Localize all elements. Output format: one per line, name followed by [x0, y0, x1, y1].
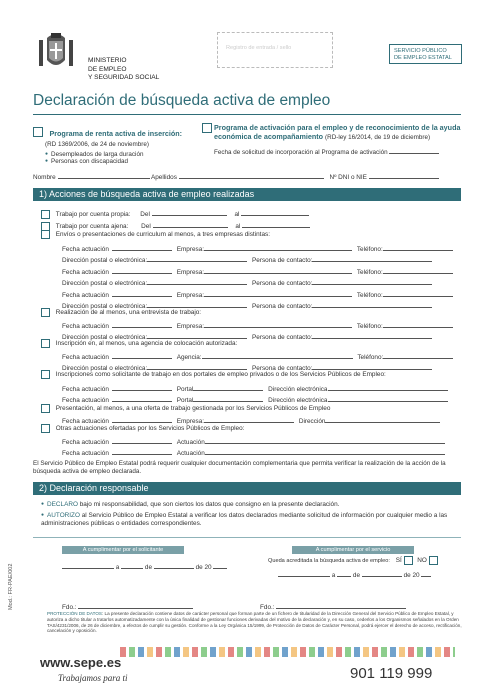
envio-1-row: Fecha actuación Empresa: Teléfono: [62, 242, 453, 253]
cuenta-propia-checkbox[interactable] [41, 210, 50, 219]
program-rai: Programa de renta activa de inserción: (RD 1369/2006, de 24 de noviembre) ● Desempleados de larga duración ● Personas con discapacidad [33, 123, 182, 165]
color-strip [120, 647, 455, 657]
service-signature-field[interactable] [276, 600, 406, 609]
applicant-date-row: a de de 20 [62, 560, 227, 571]
fecha-field[interactable] [112, 288, 172, 297]
direccion-field[interactable] [147, 330, 247, 339]
service-header: A cumplimentar por el servicio [292, 546, 414, 554]
title-rule [33, 114, 461, 115]
fecha-field[interactable] [112, 435, 172, 444]
propia-al-field[interactable] [241, 207, 309, 216]
actuacion-field[interactable] [205, 435, 445, 444]
otras-title-row: Otras actuaciones ofertadas por los Servicios Públicos de Empleo: [41, 424, 244, 433]
rai-checkbox[interactable] [33, 127, 43, 137]
year-field[interactable] [213, 560, 227, 569]
portal-url-field[interactable] [328, 393, 448, 402]
direccion-field[interactable] [325, 414, 440, 423]
entrevista-1-dir-row: Dirección postal o electrónica: Persona de contacto: [62, 330, 432, 341]
declaro-text: ● DECLARO bajo mi responsabilidad, que son ciertos los datos que consigno en la presente declaración. [41, 501, 461, 508]
place-field[interactable] [62, 560, 114, 569]
month-field[interactable] [154, 560, 194, 569]
section1-header: 1) Acciones de búsqueda activa de empleo realizadas [33, 188, 461, 201]
service-signature-row: Fdo.: [260, 600, 406, 611]
cuenta-propia-row: Trabajo por cuenta propia: Del al [41, 207, 309, 219]
phone-number: 901 119 999 [350, 665, 433, 682]
oferta-title-row: Presentación, al menos, a una oferta de trabajo gestionada por los Servicios Públicos de Empleo [41, 404, 330, 413]
apellidos-field[interactable] [179, 170, 324, 179]
fecha-field[interactable] [112, 414, 172, 423]
portales-title-row: Inscripciones como solicitante de trabajo en dos portales de empleo privados o de los Servicios Públicos de Empleo: [41, 370, 386, 379]
applicant-header: A cumplimentar por el solicitante [62, 546, 184, 554]
applicant-signature-row: Fdo.: [62, 600, 193, 611]
empresa-field[interactable] [204, 414, 294, 423]
registry-stamp-box: Registro de entrada / sello [217, 32, 333, 68]
portales-checkbox[interactable] [41, 370, 50, 379]
cuenta-ajena-row: Trabajo por cuenta ajena: Del al [41, 219, 310, 231]
day-field[interactable] [121, 560, 143, 569]
portal-field[interactable] [193, 382, 263, 391]
envio-3-row: Fecha actuación Empresa: Teléfono: [62, 288, 453, 299]
fecha-field[interactable] [112, 350, 172, 359]
telefono-field[interactable] [383, 319, 453, 328]
contacto-field[interactable] [312, 276, 432, 285]
direccion-field[interactable] [147, 276, 247, 285]
agencia-field[interactable] [202, 350, 353, 359]
program-pae: Programa de activación para el empleo y de reconocimiento de la ayuda económica de acompañamiento (RD-ley 16/2014, de 19 de diciembre) Fecha de solicitud de incorporación al Programa de activación [202, 123, 467, 156]
entrevista-checkbox[interactable] [41, 308, 50, 317]
actuacion-field[interactable] [205, 446, 445, 455]
si-checkbox[interactable] [404, 556, 413, 565]
agencia-1-row: Fecha actuación Agencia: Teléfono: [62, 350, 453, 361]
nombre-field[interactable] [58, 170, 150, 179]
otras-1-row: Fecha actuación Actuación [62, 435, 445, 446]
fecha-field[interactable] [112, 319, 172, 328]
entrevista-1-row: Fecha actuación Empresa: Teléfono: [62, 319, 453, 330]
portal-url-field[interactable] [328, 382, 448, 391]
contacto-field[interactable] [312, 330, 432, 339]
envio-2-dir-row: Dirección postal o electrónica: Persona de contacto: [62, 276, 432, 287]
direccion-field[interactable] [147, 299, 247, 308]
oferta-1-row: Fecha actuación Empresa: Dirección [62, 414, 440, 425]
oferta-checkbox[interactable] [41, 404, 50, 413]
portal-2-row: Fecha actuación Portal Dirección electrónica [62, 393, 448, 404]
telefono-field[interactable] [383, 350, 453, 359]
section2-rule [33, 537, 461, 538]
autorizo-text: ● AUTORIZO al Servicio Público de Empleo Estatal a verificar los datos declarados mediante solicitud de información por cualquier medio a las administraciones públicas o entidades correspondientes. [41, 511, 461, 529]
page-title: Declaración de búsqueda activa de empleo [33, 92, 331, 109]
empresa-field[interactable] [204, 265, 352, 274]
agencia-1-dir-row: Dirección postal o electrónica: Persona de contacto: [62, 361, 432, 372]
propia-del-field[interactable] [152, 207, 227, 216]
day-field[interactable] [337, 568, 351, 577]
pae-date-field[interactable] [389, 145, 439, 154]
coat-of-arms-icon [37, 30, 75, 74]
agencia-checkbox[interactable] [41, 339, 50, 348]
service-date-row: a de de 20 [278, 568, 431, 579]
applicant-signature-field[interactable] [78, 600, 193, 609]
fecha-field[interactable] [112, 382, 172, 391]
otras-2-row: Fecha actuación Actuación [62, 446, 445, 457]
contacto-field[interactable] [312, 253, 432, 262]
direccion-field[interactable] [147, 361, 247, 370]
envios-checkbox[interactable] [41, 230, 50, 239]
telefono-field[interactable] [383, 265, 453, 274]
contacto-field[interactable] [312, 361, 432, 370]
contacto-field[interactable] [312, 299, 432, 308]
section1-note: El Servicio Público de Empleo Estatal podrá requerir cualquier documentación complementaria que permita verificar la realización de la acción de la búsqueda activa de empleo declarada. [33, 460, 446, 475]
empresa-field[interactable] [204, 319, 352, 328]
entrevista-row: Realización de al menos, una entrevista de trabajo: [41, 308, 201, 317]
nie-field[interactable] [369, 170, 439, 179]
person-row: Nombre Apellidos Nº DNI o NIE [33, 170, 439, 181]
envios-row: Envíos o presentaciones de curriculum al menos, a tres empresas distintas: [41, 230, 270, 239]
month-field[interactable] [362, 568, 402, 577]
slogan: Trabajamos para ti [58, 673, 128, 683]
envio-3-dir-row: Dirección postal o electrónica: Persona de contacto: [62, 299, 432, 310]
empresa-field[interactable] [204, 242, 352, 251]
ajena-al-field[interactable] [242, 219, 310, 228]
fecha-field[interactable] [112, 446, 172, 455]
data-protection-text: PROTECCIÓN DE DATOS: La presente declaración contiene datos de carácter personal que forman parte de un fichero de titularidad de la Dirección General del Servicio Público de Empleo Estatal, y autoriza a dicho titular a tratarlos automatizadamente con la única finalidad de gestionar funciones derivadas del motivo de la declaración y, en su caso, cederlos a los Organismos señalados en la Orden TAS/4231/2006, de 26 de diciembre, a efectos de cumplir su gestión. Conforme a la Ley Orgánica 15/1999, de Protección de Datos de Carácter Personal, podrá ejercer el derecho de acceso, rectificación, cancelación y oposición. [47, 611, 462, 634]
ministry-name: MINISTERIO DE EMPLEO Y SEGURIDAD SOCIAL [88, 57, 160, 82]
acreditada-row: Queda acreditada la búsqueda activa de empleo: SÍ NO [268, 556, 438, 565]
form-code: Mod.: FR-PAE/002 [8, 563, 14, 610]
fecha-field[interactable] [112, 265, 172, 274]
agencia-title-row: Inscripción en, al menos, una agencia de colocación autorizada: [41, 339, 237, 348]
direccion-field[interactable] [147, 253, 247, 262]
otras-checkbox[interactable] [41, 424, 50, 433]
pae-checkbox[interactable] [202, 123, 212, 133]
telefono-field[interactable] [383, 242, 453, 251]
website[interactable]: www.sepe.es [40, 655, 122, 670]
ajena-del-field[interactable] [153, 219, 228, 228]
sepe-service-box: SERVICIO PÚBLICO DE EMPLEO ESTATAL [389, 44, 462, 64]
section2-header: 2) Declaración responsable [33, 482, 461, 495]
empresa-field[interactable] [204, 288, 352, 297]
year-field[interactable] [421, 568, 431, 577]
telefono-field[interactable] [383, 288, 453, 297]
envio-2-row: Fecha actuación Empresa: Teléfono: [62, 265, 453, 276]
portal-1-row: Fecha actuación Portal Dirección electrónica [62, 382, 448, 393]
fecha-field[interactable] [112, 242, 172, 251]
fecha-field[interactable] [112, 393, 172, 402]
envio-1-dir-row: Dirección postal o electrónica: Persona de contacto: [62, 253, 432, 264]
place-field[interactable] [278, 568, 330, 577]
portal-field[interactable] [193, 393, 263, 402]
no-checkbox[interactable] [429, 556, 438, 565]
